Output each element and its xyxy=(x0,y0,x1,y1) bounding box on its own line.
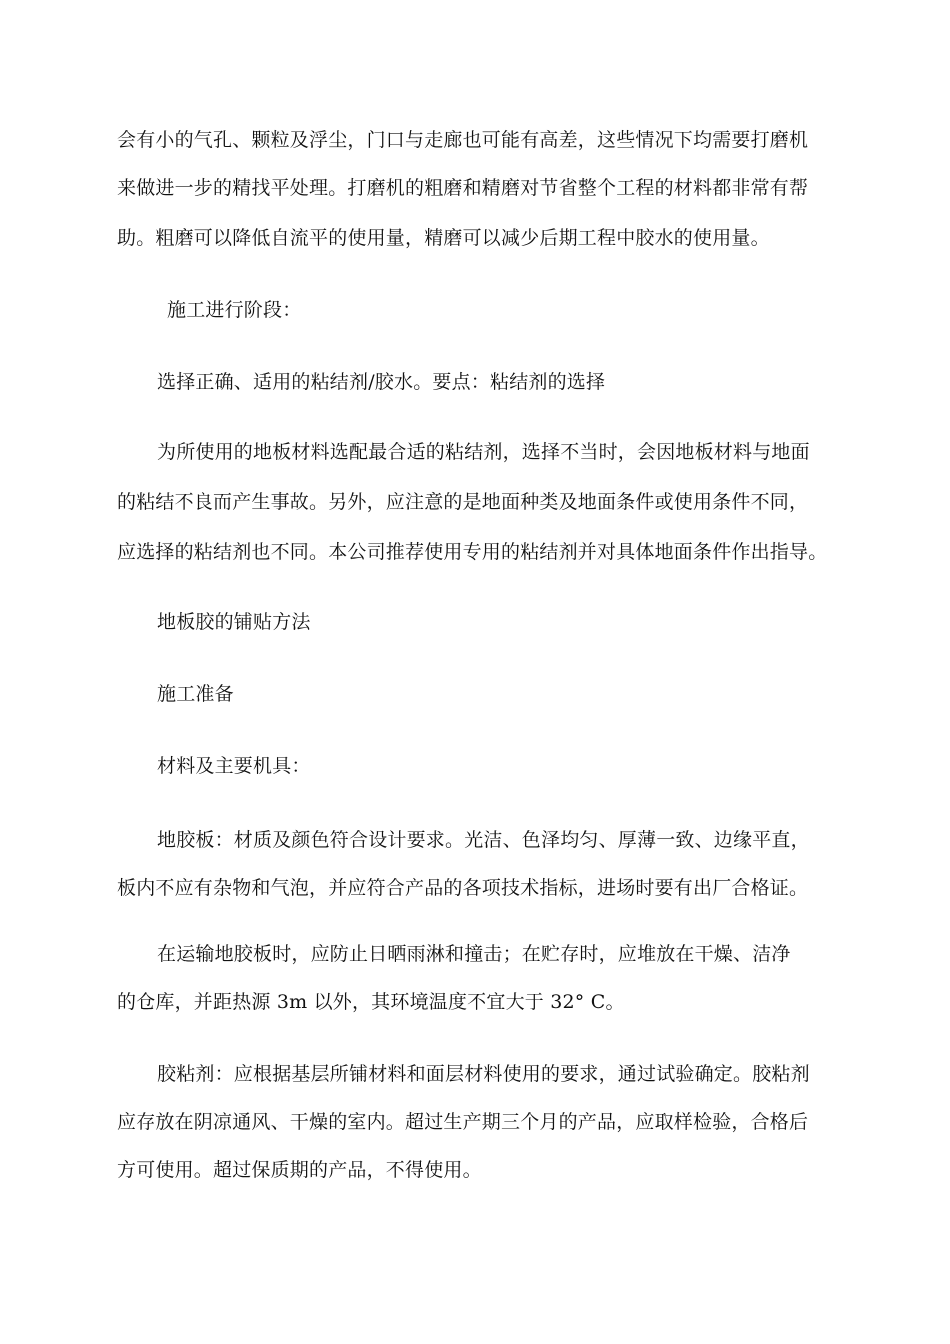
section-heading: 施工准备 xyxy=(157,683,234,705)
paragraph-line: 为所使用的地板材料选配最合适的粘结剂，选择不当时，会因地板材料与地面 xyxy=(157,441,810,463)
paragraph-line: 方可使用。超过保质期的产品，不得使用。 xyxy=(117,1159,482,1181)
paragraph-line: 胶粘剂：应根据基层所铺材料和面层材料使用的要求，通过试验确定。胶粘剂 xyxy=(157,1063,810,1085)
paragraph-line: 板内不应有杂物和气泡，并应符合产品的各项技术指标，进场时要有出厂合格证。 xyxy=(117,877,809,899)
paragraph-line: 的仓库，并距热源 3m 以外，其环境温度不宜大于 32° C。 xyxy=(117,991,625,1013)
paragraph-line: 来做进一步的精找平处理。打磨机的粗磨和精磨对节省整个工程的材料都非常有帮 xyxy=(117,177,809,199)
section-heading: 地板胶的铺贴方法 xyxy=(157,611,311,633)
paragraph-line: 地胶板：材质及颜色符合设计要求。光洁、色泽均匀、厚薄一致、边缘平直， xyxy=(157,829,810,851)
paragraph-line: 在运输地胶板时，应防止日晒雨淋和撞击；在贮存时，应堆放在干燥、洁净 xyxy=(157,943,791,965)
paragraph-line: 助。粗磨可以降低自流平的使用量，精磨可以减少后期工程中胶水的使用量。 xyxy=(117,227,770,249)
paragraph-line: 应选择的粘结剂也不同。本公司推荐使用专用的粘结剂并对具体地面条件作出指导。 xyxy=(117,541,828,563)
paragraph-line: 的粘结不良而产生事故。另外，应注意的是地面种类及地面条件或使用条件不同， xyxy=(117,491,809,513)
section-heading: 施工进行阶段： xyxy=(167,299,302,321)
paragraph-line: 应存放在阴凉通风、干燥的室内。超过生产期三个月的产品，应取样检验，合格后 xyxy=(117,1111,809,1133)
paragraph-line: 选择正确、适用的粘结剂/胶水。要点：粘结剂的选择 xyxy=(157,371,606,393)
section-heading: 材料及主要机具： xyxy=(157,755,311,777)
paragraph-line: 会有小的气孔、颗粒及浮尘，门口与走廊也可能有高差，这些情况下均需要打磨机 xyxy=(117,129,809,151)
